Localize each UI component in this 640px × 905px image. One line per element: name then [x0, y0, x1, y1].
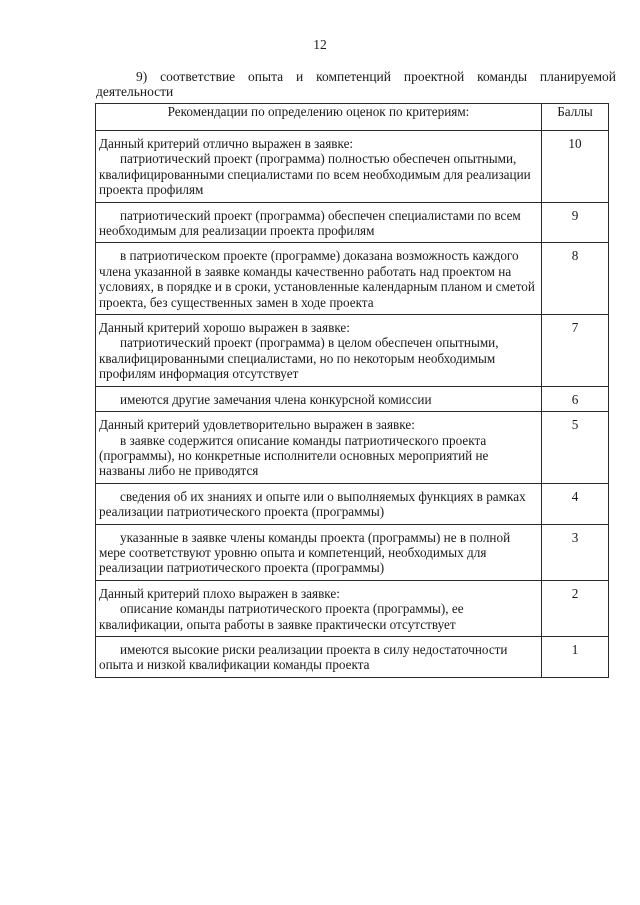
score-cell: 7: [542, 315, 609, 387]
score-cell: 2: [542, 580, 609, 636]
score-cell: 6: [542, 386, 609, 411]
recommendation-cell: [96, 636, 542, 677]
row-intro: Данный критерий отлично выражен в заявке:: [99, 136, 354, 151]
score-cell: 8: [542, 243, 609, 315]
row-text: в заявке содержится описание команды патриотического проекта (программы), но конкретные исполнители основных мероприятий не названы либо не приводятся: [99, 432, 489, 479]
recommendation-cell: [96, 524, 542, 580]
score-cell: 9: [542, 202, 609, 243]
header-recommendations: Рекомендации по определению оценок по критериям:: [96, 104, 542, 131]
table-row: [96, 483, 609, 524]
recommendation-cell: [96, 131, 542, 203]
table-row: [96, 131, 609, 203]
row-intro: Данный критерий удовлетворительно выражен в заявке:: [99, 417, 415, 433]
score-cell: 5: [542, 412, 609, 484]
section-heading: 9) соответствие опыта и компетенций проектной команды планируемой деятельности: [96, 69, 616, 99]
table-row: [96, 412, 609, 484]
row-text: патриотический проект (программа) в целом обеспечен опытными, квалифицированными специалистами, но по некоторым необходимым профилям информация отсутствует: [99, 335, 499, 382]
table-row: [96, 580, 609, 636]
score-cell: 10: [542, 131, 609, 203]
table-row: [96, 202, 609, 243]
table-row: [96, 524, 609, 580]
row-intro: Данный критерий плохо выражен в заявке:: [99, 585, 340, 601]
recommendation-cell: [96, 483, 542, 524]
recommendation-cell: [96, 202, 542, 243]
row-text: указанные в заявке члены команды проекта (программы) не в полной мере соответствуют уровню опыта и компетенций, необходимых для реализации патриотического проекта (программы): [99, 529, 511, 576]
header-score: Баллы: [542, 104, 609, 131]
row-text: имеются высокие риски реализации проекта в силу недостаточности опыта и низкой квалификации команды проекта: [99, 641, 508, 673]
table-row: [96, 636, 609, 677]
score-cell: 3: [542, 524, 609, 580]
recommendation-cell: [96, 243, 542, 315]
row-text: сведения об их знаниях и опыте или о выполняемых функциях в рамках реализации патриотического проекта (программы): [99, 488, 526, 520]
row-intro: Данный критерий хорошо выражен в заявке:: [99, 320, 350, 336]
recommendation-cell: [96, 386, 542, 411]
table-row: [96, 315, 609, 387]
recommendation-cell: [96, 580, 542, 636]
table-row: [96, 386, 609, 411]
recommendation-cell: [96, 315, 542, 387]
page-number: 12: [313, 37, 327, 52]
score-cell: 4: [542, 483, 609, 524]
score-cell: 1: [542, 636, 609, 677]
table-row: [96, 243, 609, 315]
row-text: патриотический проект (программа) полностью обеспечен опытными, квалифицированными специалистами по всем необходимым для реализации проекта профилям: [99, 151, 531, 198]
row-text: имеются другие замечания члена конкурсной комиссии: [120, 391, 432, 407]
row-text: описание команды патриотического проекта (программы), ее квалификации, опыта работы в заявке практически отсутствует: [99, 601, 464, 632]
recommendation-cell: [96, 412, 542, 484]
criteria-table: [95, 103, 609, 678]
row-text: патриотический проект (программа) обеспечен специалистами по всем необходимым для реализации проекта профилям: [99, 207, 521, 239]
table-header-row: [96, 104, 609, 131]
row-text: в патриотическом проекте (программе) доказана возможность каждого члена указанной в заявке команды качественно работать над проектом на условиях, в порядке и в сроки, установленные календарным планом и сметой проекта, без существенных замен в ходе проекта: [99, 248, 535, 310]
